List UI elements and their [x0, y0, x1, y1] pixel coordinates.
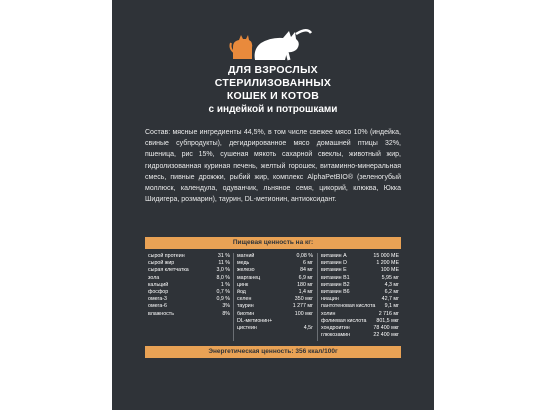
nutrient-value: 9,1 мг: [384, 303, 399, 310]
nutrient-value: 42,7 мг: [381, 296, 399, 303]
nutrient-value: 22 400 мкг: [373, 332, 399, 339]
nutrient-name: омега-6: [148, 303, 168, 310]
nutrient-row: [148, 253, 230, 260]
nutrient-name: хондроитин: [321, 325, 350, 332]
nutrient-value: 4,3 мг: [384, 281, 399, 288]
nutrient-row: [321, 267, 399, 274]
nutrient-name: DL-метионин+: [237, 317, 273, 324]
column-divider: [233, 253, 234, 341]
nutrient-row: [321, 325, 399, 332]
nutrient-row: [148, 267, 230, 274]
package-panel: [112, 0, 434, 410]
composition-text: Состав: мясные ингредиенты 44,5%, в том числе свежее мясо 10% (индейка, свиные субпродукты), дегидрированное мясо домашней птицы 32%, пшеница, рис 15%, сушеная мякоть сахарной свеклы, животный жир, гидролизованная куриная печень, желтый горошек, витаминно-минеральная смесь, пивные дрожжи, рыбий жир, комплекс AlphaPetBIO® (зеленогубый моллюск, календула, одуванчик, льняное семя, цикорий, клюква, Юкка Шидигера, розмарин), таурин, DL-метионин, антиоксидант.: [145, 129, 401, 204]
nutrient-row: [148, 282, 230, 289]
nutrient-row: [148, 296, 230, 303]
nutrient-row: [321, 289, 399, 296]
nutrient-value: 8,0 %: [216, 274, 230, 281]
nutrient-row: [321, 253, 399, 260]
nutrient-name: железо: [237, 267, 255, 274]
nutrient-row: [321, 282, 399, 289]
nutrient-row: [321, 318, 399, 325]
nutrient-name: влажность: [148, 310, 174, 317]
nutrient-row: [237, 311, 313, 318]
nutrient-name: таурин: [237, 303, 254, 310]
cats-illustration: [227, 23, 317, 63]
nutrient-value: 1,4 мг: [298, 289, 313, 296]
nutrient-name: сырая клетчатка: [148, 267, 189, 274]
nutrient-name: селен: [237, 296, 252, 303]
nutrient-value: 801,5 мкг: [376, 317, 399, 324]
nutrient-row: [237, 282, 313, 289]
nutrient-name: цистеин: [237, 325, 257, 332]
nutrient-row: [237, 275, 313, 282]
nutrition-column-minerals: [237, 253, 313, 332]
nutrient-name: витамин В6: [321, 289, 350, 296]
nutrient-value: 100 МЕ: [380, 267, 399, 274]
nutrient-row: [148, 311, 230, 318]
nutrient-value: 1 %: [220, 281, 230, 288]
product-subtitle: с индейкой и потрошками: [208, 104, 338, 115]
nutrient-value: 15 000 МЕ: [373, 253, 399, 259]
nutrient-value: 78 400 мкг: [373, 325, 399, 332]
nutrition-title: Пищевая ценность на кг:: [145, 237, 401, 249]
nutrient-value: 4,5г: [303, 325, 313, 332]
nutrient-value: 8%: [222, 310, 230, 317]
energy-value: Энергетическая ценность: 356 ккал/100г: [145, 346, 401, 358]
nutrient-name: ниацин: [321, 296, 339, 303]
nutrient-name: витамин А: [321, 253, 347, 259]
nutrient-value: 0,9 %: [216, 296, 230, 303]
nutrient-value: 1 277 мг: [292, 303, 313, 310]
nutrient-name: кальций: [148, 281, 169, 288]
nutrient-name: витамин Е: [321, 267, 347, 274]
nutrient-value: 350 мкг: [294, 296, 313, 303]
column-divider: [317, 253, 318, 341]
nutrient-row: [321, 332, 399, 339]
nutrient-value: 6,2 мг: [384, 289, 399, 296]
nutrient-name: глюкозамин: [321, 332, 351, 339]
nutrient-value: 100 мкг: [294, 310, 313, 317]
nutrient-name: зола: [148, 274, 160, 281]
nutrient-row: [237, 296, 313, 303]
title-line: ДЛЯ ВЗРОСЛЫХ: [228, 64, 318, 76]
nutrient-name: сырой жир: [148, 260, 175, 267]
product-title: [112, 64, 434, 103]
nutrient-row: [237, 303, 313, 310]
nutrition-table: [145, 249, 401, 344]
nutrient-value: 1 200 МЕ: [376, 260, 399, 267]
nutrient-value: 31 %: [217, 253, 230, 259]
nutrient-row: [148, 303, 230, 310]
nutrient-name: витамин В2: [321, 281, 350, 288]
nutrient-value: 2 716 мг: [378, 310, 399, 317]
nutrient-value: 6 мг: [303, 260, 313, 267]
nutrient-row: [321, 296, 399, 303]
nutrient-row: [321, 260, 399, 267]
nutrient-row: [237, 318, 313, 325]
nutrient-row: [148, 275, 230, 282]
nutrient-value: 3,0 %: [216, 267, 230, 274]
nutrient-row: [237, 267, 313, 274]
nutrient-row: [321, 303, 399, 310]
orange-cat-icon: [231, 35, 253, 59]
nutrition-column-vitamins: [321, 253, 399, 339]
nutrient-row: [237, 260, 313, 267]
nutrient-name: фосфор: [148, 289, 169, 296]
nutrient-name: медь: [237, 260, 250, 267]
title-line: СТЕРИЛИЗОВАННЫХ: [214, 77, 332, 89]
nutrient-name: марганец: [237, 274, 261, 281]
nutrient-name: йод: [237, 289, 246, 296]
nutrient-name: витамин В1: [321, 274, 350, 281]
nutrient-value: 3%: [222, 303, 230, 310]
nutrient-name: цинк: [237, 281, 249, 288]
white-cat-icon: [255, 30, 311, 60]
nutrient-value: 84 мг: [300, 267, 313, 274]
nutrient-value: 0,08 %: [296, 253, 313, 259]
nutrient-name: пантотеновая кислота: [321, 303, 376, 310]
nutrient-row: [237, 253, 313, 260]
title-line: КОШЕК И КОТОВ: [226, 90, 320, 102]
nutrient-name: сырой протеин: [148, 253, 185, 259]
nutrient-name: магний: [237, 253, 255, 259]
nutrient-name: биотин: [237, 310, 255, 317]
nutrient-value: 11 %: [218, 260, 230, 267]
nutrient-value: 6,9 мг: [298, 274, 313, 281]
nutrient-row: [321, 311, 399, 318]
nutrition-column-macros: [148, 253, 230, 318]
nutrient-row: [148, 260, 230, 267]
nutrient-row: [237, 325, 313, 332]
nutrient-value: 0,7 %: [216, 289, 230, 296]
nutrient-row: [321, 275, 399, 282]
nutrient-value: 5,95 мг: [381, 274, 399, 281]
nutrient-row: [148, 289, 230, 296]
nutrient-name: фолиевая кислота: [321, 317, 367, 324]
nutrient-row: [237, 289, 313, 296]
nutrient-value: 180 мг: [297, 281, 313, 288]
nutrient-name: витамин D: [321, 260, 347, 267]
nutrient-name: омега-3: [148, 296, 168, 303]
nutrient-name: холин: [321, 310, 336, 317]
